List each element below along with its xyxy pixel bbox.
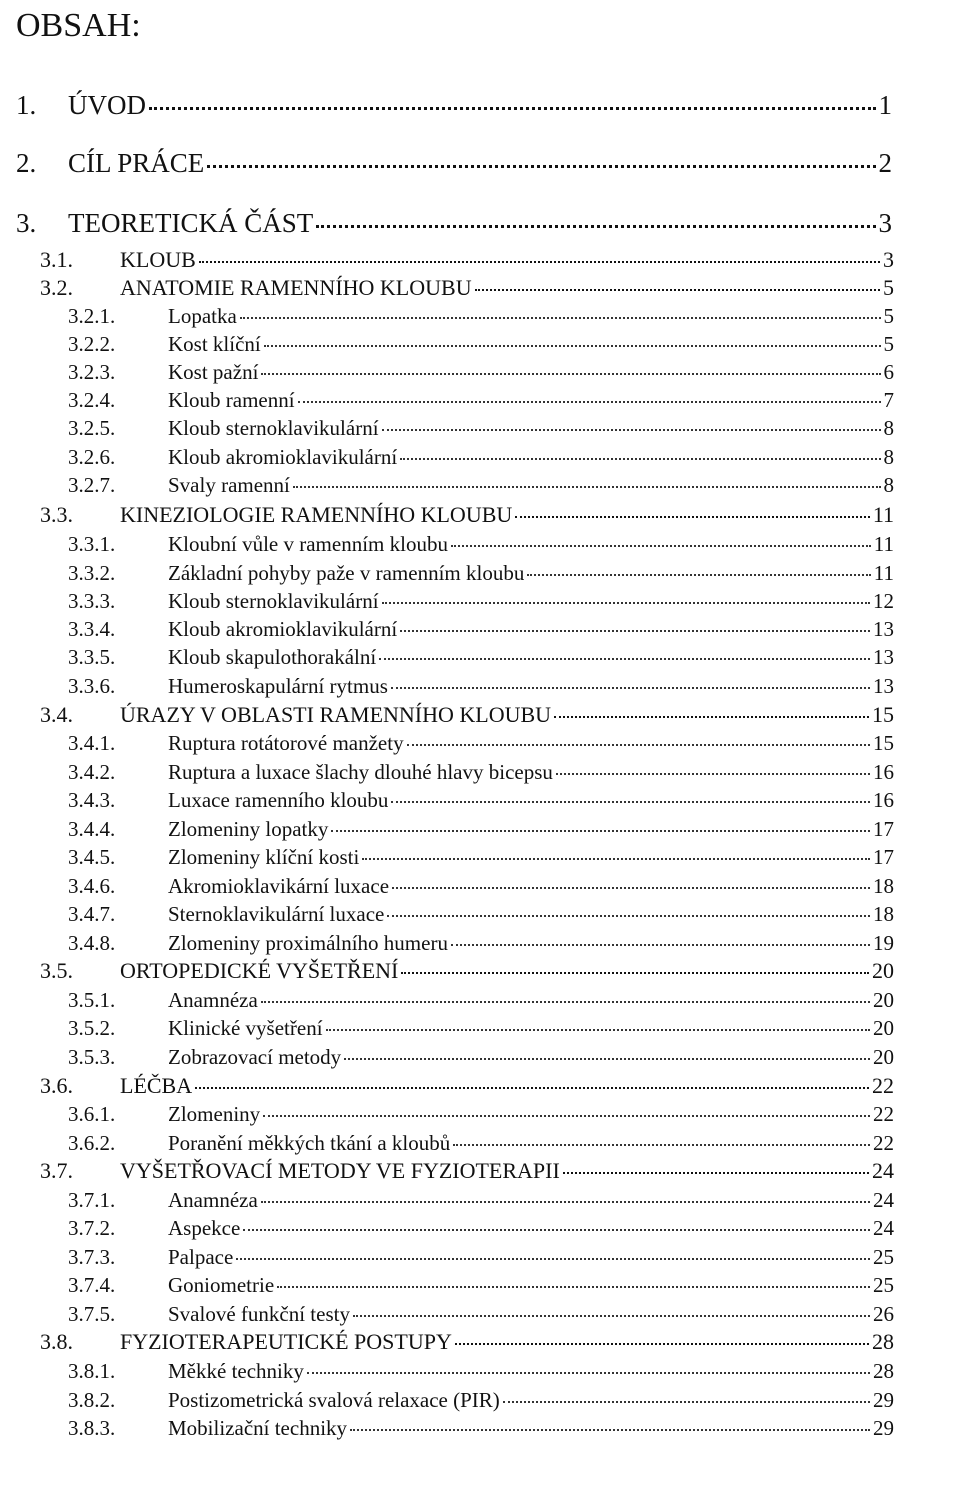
toc-entry-title: FYZIOTERAPEUTICKÉ POSTUPY	[120, 1329, 452, 1354]
toc-entry[interactable]	[68, 872, 894, 900]
toc-entry[interactable]	[40, 1328, 894, 1356]
toc-dot-leader	[400, 458, 880, 460]
toc-entry-title: Zlomeniny proximálního humeru	[168, 931, 448, 955]
toc-entry[interactable]	[68, 471, 894, 499]
toc-entry-page-number: 11	[872, 502, 894, 527]
toc-entry-title: Základní pohyby paže v ramenním kloubu	[168, 561, 525, 585]
toc-dot-leader	[344, 1058, 870, 1060]
toc-entry-page-number: 2	[878, 148, 892, 178]
toc-dot-leader	[391, 801, 870, 803]
toc-entry-title: Kost klíční	[168, 332, 261, 356]
toc-dot-leader	[240, 317, 881, 319]
toc-entry-title: Kloub akromioklavikulární	[168, 445, 398, 469]
toc-entry-title: Ruptura rotátorové manžety	[168, 731, 404, 755]
toc-entry-page-number: 13	[873, 617, 894, 641]
toc-entry-number: 3.2.5.	[68, 416, 116, 440]
toc-entry-title: Anamnéza	[168, 988, 258, 1012]
toc-entry[interactable]	[68, 729, 894, 757]
toc-entry-number: 3.2.3.	[68, 360, 116, 384]
toc-entry-title: Sternoklavikulární luxace	[168, 902, 385, 926]
toc-entry-page-number: 25	[873, 1273, 894, 1297]
toc-entry[interactable]	[40, 1157, 894, 1185]
toc-entry-number: 3.8.3.	[68, 1416, 116, 1440]
toc-entry-page-number: 15	[872, 702, 894, 727]
toc-entry-number: 3.2.6.	[68, 445, 116, 469]
toc-entry-title: ÚVOD	[68, 90, 146, 120]
toc-entry-number: 3.5.2.	[68, 1016, 116, 1040]
toc-entry-page-number: 22	[873, 1102, 894, 1126]
toc-entry-number: 3.2.4.	[68, 388, 116, 412]
toc-dot-leader	[451, 944, 870, 946]
toc-dot-leader	[379, 658, 870, 660]
toc-dot-leader	[298, 401, 881, 403]
toc-entry-number: 3.3.	[40, 502, 73, 527]
toc-dot-leader	[455, 1343, 869, 1345]
toc-entry-page-number: 20	[873, 1045, 894, 1069]
toc-entry-number: 3.4.2.	[68, 760, 116, 784]
toc-entry-number: 3.8.	[40, 1329, 73, 1354]
toc-entry-page-number: 13	[873, 674, 894, 698]
toc-entry-number: 3.3.2.	[68, 561, 116, 585]
toc-dot-leader	[451, 545, 871, 547]
toc-entry[interactable]	[40, 501, 894, 529]
toc-entry-number: 3.3.5.	[68, 645, 116, 669]
toc-entry-number: 3.4.8.	[68, 931, 116, 955]
toc-entry[interactable]	[68, 643, 894, 671]
toc-entry-number: 3.2.2.	[68, 332, 116, 356]
toc-entry-page-number: 15	[873, 731, 894, 755]
toc-entry-number: 3.7.2.	[68, 1216, 116, 1240]
toc-entry-number: 1.	[16, 90, 37, 120]
toc-entry-page-number: 24	[873, 1216, 894, 1240]
toc-entry[interactable]	[40, 701, 894, 729]
toc-dot-leader	[503, 1401, 870, 1403]
toc-entry[interactable]	[68, 1414, 894, 1442]
toc-entry-page-number: 12	[873, 589, 894, 613]
toc-entry-title: Zlomeniny lopatky	[168, 817, 329, 841]
toc-entry-page-number: 8	[883, 416, 894, 440]
toc-entry-number: 3.3.3.	[68, 589, 116, 613]
toc-entry-title: Akromioklavikární luxace	[168, 874, 390, 898]
toc-entry-title: Svalové funkční testy	[168, 1302, 350, 1326]
toc-dot-leader	[331, 830, 870, 832]
toc-entry[interactable]	[68, 559, 894, 587]
toc-entry[interactable]	[68, 986, 894, 1014]
toc-dot-leader	[316, 225, 875, 228]
toc-entry-title: Luxace ramenního kloubu	[168, 788, 389, 812]
toc-entry-title: LÉČBA	[120, 1073, 193, 1098]
toc-entry[interactable]	[68, 1386, 894, 1414]
toc-entry-number: 3.3.4.	[68, 617, 116, 641]
toc-entry-page-number: 3	[878, 208, 892, 238]
toc-entry-title: Zlomeniny klíční kosti	[168, 845, 360, 869]
toc-entry-page-number: 20	[873, 988, 894, 1012]
toc-dot-leader	[236, 1258, 870, 1260]
toc-entry-page-number: 11	[873, 561, 894, 585]
toc-entry-page-number: 1	[878, 90, 892, 120]
toc-entry-page-number: 16	[873, 788, 894, 812]
toc-entry-title: Humeroskapulární rytmus	[168, 674, 388, 698]
toc-entry-number: 3.6.2.	[68, 1131, 116, 1155]
toc-entry-title: Goniometrie	[168, 1273, 275, 1297]
toc-dot-leader	[353, 1315, 870, 1317]
toc-entry[interactable]	[68, 386, 894, 414]
toc-entry-title: ÚRAZY V OBLASTI RAMENNÍHO KLOUBU	[120, 702, 552, 727]
toc-dot-leader	[350, 1429, 870, 1431]
toc-dot-leader	[261, 1201, 870, 1203]
toc-entry[interactable]	[68, 330, 894, 358]
toc-dot-leader	[563, 1172, 869, 1174]
toc-entry-page-number: 8	[883, 473, 894, 497]
toc-dot-leader	[243, 1229, 870, 1231]
toc-entry-number: 3.4.1.	[68, 731, 116, 755]
toc-entry-number: 3.7.4.	[68, 1273, 116, 1297]
toc-entry-number: 3.5.3.	[68, 1045, 116, 1069]
toc-entry[interactable]	[40, 274, 894, 302]
toc-entry-title: TEORETICKÁ ČÁST	[68, 208, 314, 238]
toc-entry[interactable]	[68, 615, 894, 643]
toc-entry[interactable]	[68, 1100, 894, 1128]
toc-entry-number: 3.4.3.	[68, 788, 116, 812]
toc-dot-leader	[392, 887, 870, 889]
toc-entry-title: Kost pažní	[168, 360, 259, 384]
toc-entry-page-number: 16	[873, 760, 894, 784]
toc-entry-title: CÍL PRÁCE	[68, 148, 205, 178]
toc-entry-title: Zobrazovací metody	[168, 1045, 342, 1069]
toc-entry[interactable]	[68, 1300, 894, 1328]
toc-dot-leader	[391, 687, 870, 689]
toc-entry-number: 3.4.	[40, 702, 73, 727]
toc-entry-title: Lopatka	[168, 304, 237, 328]
toc-dot-leader	[387, 915, 870, 917]
toc-entry-page-number: 19	[873, 931, 894, 955]
toc-dot-leader	[264, 345, 881, 347]
toc-entry-title: Klinické vyšetření	[168, 1016, 323, 1040]
toc-entry[interactable]	[68, 414, 894, 442]
toc-entry-title: Aspekce	[168, 1216, 241, 1240]
toc-entry-number: 2.	[16, 148, 37, 178]
toc-entry[interactable]	[68, 843, 894, 871]
toc-dot-leader	[207, 165, 875, 168]
toc-entry[interactable]	[40, 957, 894, 985]
toc-entry[interactable]	[68, 443, 894, 471]
toc-dot-leader	[400, 630, 870, 632]
toc-entry-number: 3.5.	[40, 958, 73, 983]
toc-entry-number: 3.2.7.	[68, 473, 116, 497]
toc-dot-leader	[556, 773, 870, 775]
toc-entry-title: Zlomeniny	[168, 1102, 261, 1126]
toc-entry-title: ANATOMIE RAMENNÍHO KLOUBU	[120, 275, 472, 300]
toc-entry-page-number: 28	[872, 1329, 894, 1354]
toc-entry-title: Poranění měkkých tkání a kloubů	[168, 1131, 451, 1155]
toc-entry-page-number: 20	[872, 958, 894, 983]
toc-dot-leader	[382, 429, 881, 431]
toc-entry-number: 3.4.5.	[68, 845, 116, 869]
toc-entry-number: 3.2.1.	[68, 304, 116, 328]
toc-entry-page-number: 3	[883, 247, 894, 272]
toc-entry[interactable]	[68, 672, 894, 700]
toc-entry-page-number: 5	[883, 275, 894, 300]
toc-dot-leader	[401, 972, 869, 974]
toc-entry-title: Mobilizační techniky	[168, 1416, 348, 1440]
toc-entry-page-number: 17	[873, 817, 894, 841]
toc-entry-number: 3.6.1.	[68, 1102, 116, 1126]
toc-entry-page-number: 6	[883, 360, 894, 384]
toc-entry-title: Kloub ramenní	[168, 388, 295, 412]
toc-dot-leader	[362, 858, 870, 860]
toc-entry-title: Svaly ramenní	[168, 473, 290, 497]
toc-entry-title: Kloubní vůle v ramenním kloubu	[168, 532, 448, 556]
toc-dot-leader	[515, 516, 870, 518]
toc-entry[interactable]	[68, 1129, 894, 1157]
toc-entry[interactable]	[68, 530, 894, 558]
toc-entry-page-number: 29	[873, 1416, 894, 1440]
toc-entry[interactable]	[16, 206, 892, 240]
toc-entry[interactable]	[68, 302, 894, 330]
toc-dot-leader	[149, 107, 876, 110]
toc-dot-leader	[195, 1087, 869, 1089]
toc-dot-leader	[554, 716, 869, 718]
toc-entry[interactable]	[40, 246, 894, 274]
toc-entry[interactable]	[16, 88, 892, 122]
toc-dot-leader	[307, 1372, 870, 1374]
toc-entry-title: Měkké techniky	[168, 1359, 304, 1383]
toc-entry[interactable]	[68, 1043, 894, 1071]
toc-entry-page-number: 5	[883, 304, 894, 328]
toc-entry-number: 3.4.4.	[68, 817, 116, 841]
toc-entry-title: ORTOPEDICKÉ VYŠETŘENÍ	[120, 958, 399, 983]
toc-entry-page-number: 17	[873, 845, 894, 869]
toc-entry-number: 3.4.7.	[68, 902, 116, 926]
toc-entry-title: Palpace	[168, 1245, 234, 1269]
page-title: OBSAH:	[16, 7, 141, 44]
toc-entry-title: Kloub akromioklavikulární	[168, 617, 398, 641]
toc-entry[interactable]	[68, 1214, 894, 1242]
toc-entry-page-number: 24	[872, 1158, 894, 1183]
toc-entry-number: 3.7.3.	[68, 1245, 116, 1269]
toc-entry-number: 3.7.5.	[68, 1302, 116, 1326]
toc-entry-number: 3.8.2.	[68, 1388, 116, 1412]
toc-entry-number: 3.1.	[40, 247, 73, 272]
toc-entry-title: Postizometrická svalová relaxace (PIR)	[168, 1388, 500, 1412]
toc-entry-number: 3.6.	[40, 1073, 73, 1098]
toc-entry-number: 3.7.	[40, 1158, 73, 1183]
toc-entry[interactable]	[68, 786, 894, 814]
toc-entry-title: Kloub sternoklavikulární	[168, 416, 379, 440]
toc-entry-number: 3.2.	[40, 275, 73, 300]
toc-entry-title: Kloub skapulothorakální	[168, 645, 377, 669]
toc-entry-page-number: 18	[873, 874, 894, 898]
toc-entry-number: 3.3.6.	[68, 674, 116, 698]
toc-entry[interactable]	[68, 1357, 894, 1385]
toc-entry[interactable]	[68, 358, 894, 386]
toc-entry[interactable]	[40, 1072, 894, 1100]
toc-entry-title: Kloub sternoklavikulární	[168, 589, 379, 613]
toc-dot-leader	[293, 486, 881, 488]
toc-entry[interactable]	[68, 587, 894, 615]
toc-dot-leader	[407, 744, 870, 746]
toc-entry[interactable]	[16, 146, 892, 180]
toc-dot-leader	[453, 1144, 870, 1146]
toc-entry-page-number: 13	[873, 645, 894, 669]
toc-dot-leader	[277, 1286, 870, 1288]
toc-dot-leader	[475, 289, 880, 291]
toc-entry-page-number: 24	[873, 1188, 894, 1212]
toc-entry[interactable]	[68, 1014, 894, 1042]
toc-entry-title: VYŠETŘOVACÍ METODY VE FYZIOTERAPII	[120, 1158, 560, 1183]
toc-entry-page-number: 25	[873, 1245, 894, 1269]
toc-entry-number: 3.	[16, 208, 37, 238]
toc-entry-number: 3.3.1.	[68, 532, 116, 556]
toc-dot-leader	[261, 373, 880, 375]
toc-dot-leader	[261, 1001, 870, 1003]
toc-entry[interactable]	[68, 815, 894, 843]
toc-entry-page-number: 8	[883, 445, 894, 469]
toc-entry-page-number: 29	[873, 1388, 894, 1412]
toc-entry-number: 3.8.1.	[68, 1359, 116, 1383]
toc-entry-page-number: 26	[873, 1302, 894, 1326]
toc-entry-page-number: 22	[873, 1131, 894, 1155]
toc-entry[interactable]	[68, 1243, 894, 1271]
toc-entry[interactable]	[68, 900, 894, 928]
toc-entry-number: 3.5.1.	[68, 988, 116, 1012]
toc-entry-title: Ruptura a luxace šlachy dlouhé hlavy bicepsu	[168, 760, 553, 784]
toc-entry-page-number: 18	[873, 902, 894, 926]
toc-entry-page-number: 28	[873, 1359, 894, 1383]
toc-dot-leader	[199, 261, 880, 263]
toc-entry-page-number: 22	[872, 1073, 894, 1098]
toc-dot-leader	[263, 1115, 870, 1117]
toc-entry-page-number: 11	[873, 532, 894, 556]
toc-entry-number: 3.7.1.	[68, 1188, 116, 1212]
toc-dot-leader	[382, 602, 870, 604]
toc-dot-leader	[326, 1029, 870, 1031]
toc-dot-leader	[527, 574, 870, 576]
toc-entry-page-number: 20	[873, 1016, 894, 1040]
toc-entry-number: 3.4.6.	[68, 874, 116, 898]
toc-entry[interactable]	[68, 929, 894, 957]
toc-entry-page-number: 7	[883, 388, 894, 412]
toc-entry-title: KINEZIOLOGIE RAMENNÍHO KLOUBU	[120, 502, 513, 527]
toc-entry-page-number: 5	[883, 332, 894, 356]
toc-entry[interactable]	[68, 758, 894, 786]
toc-entry[interactable]	[68, 1186, 894, 1214]
toc-entry-title: Anamnéza	[168, 1188, 258, 1212]
toc-entry-title: KLOUB	[120, 247, 196, 272]
toc-entry[interactable]	[68, 1271, 894, 1299]
